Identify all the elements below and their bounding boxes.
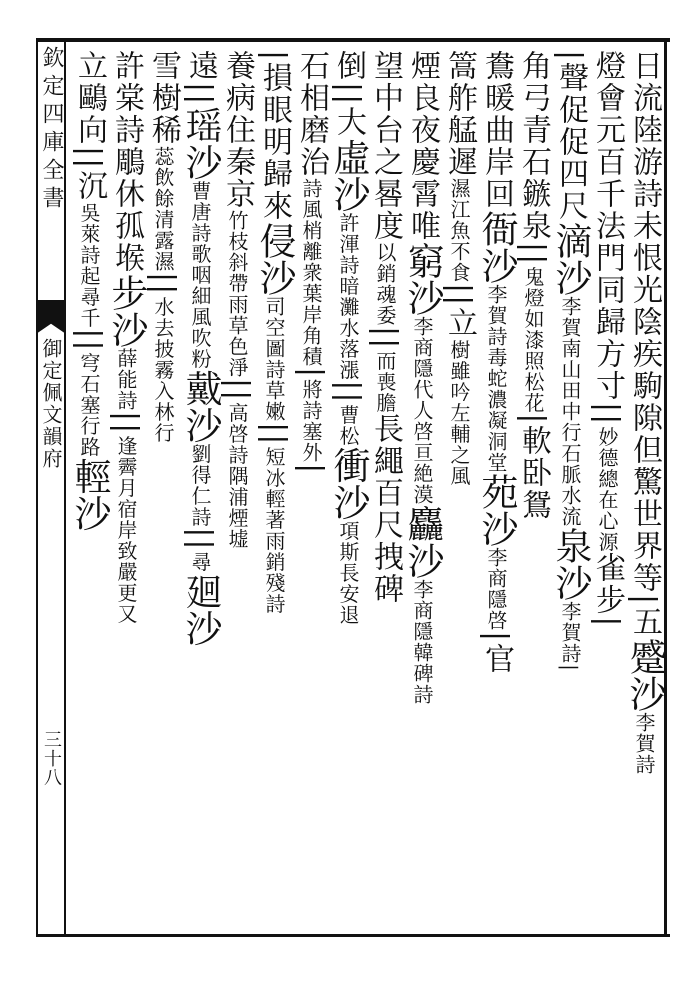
body-text: || bbox=[368, 326, 403, 351]
headword: 滴沙 bbox=[549, 222, 592, 297]
annotation-text: 而喪膽 bbox=[373, 350, 397, 414]
annotation-text: 竹枝斜帶雨草色淨 bbox=[225, 210, 249, 378]
annotation-text: 曹唐詩歌咽細風吹粉 bbox=[188, 180, 212, 370]
body-text: 煙良夜慶霄唯 bbox=[405, 50, 440, 242]
body-text: 燈會元百千法門同歸方寸 bbox=[590, 50, 625, 402]
annotation-text: 李賀詩| bbox=[558, 601, 582, 672]
annotation-text: 項斯長安退 bbox=[336, 520, 360, 626]
body-text: |聲促促四尺 bbox=[553, 50, 588, 223]
body-text: || bbox=[220, 378, 255, 403]
body-text: 石相磨治 bbox=[294, 50, 329, 178]
body-text: || bbox=[257, 422, 292, 447]
headword: 虛沙 bbox=[327, 138, 370, 213]
body-text: |官 bbox=[479, 631, 514, 676]
annotation-text: 以銷魂委 bbox=[373, 242, 397, 326]
body-text: ||立 bbox=[442, 283, 477, 340]
annotation-text: 曹松 bbox=[336, 404, 360, 447]
annotation-text: 妙德總在心源 bbox=[595, 426, 619, 553]
annotation-text: 詩風梢離衆葉岸角積 bbox=[299, 178, 323, 367]
annotation-text: 將詩塞外 bbox=[299, 379, 323, 464]
body-text: || bbox=[72, 328, 107, 353]
body-text: || bbox=[109, 411, 144, 436]
headword: 衙沙 bbox=[475, 210, 518, 284]
headword: 步沙 bbox=[105, 274, 148, 348]
headword: 衝沙 bbox=[327, 446, 370, 521]
body-text: 遠| bbox=[183, 50, 218, 95]
body-text: 望中台之晷度 bbox=[368, 50, 403, 242]
annotation-text: 李賀詩毒蛇濃凝洞堂 bbox=[484, 284, 508, 473]
annotation-text: 吳萊詩起尋千 bbox=[77, 202, 101, 329]
headword: 侵沙 bbox=[253, 222, 296, 297]
frame-bottom-rule bbox=[36, 934, 670, 937]
body-text: || bbox=[331, 380, 366, 405]
body-text: || bbox=[146, 272, 181, 297]
annotation-text: 鬼燈如漆照松花 bbox=[521, 266, 545, 414]
annotation-text: 李商隱代人啓亘絶漠 bbox=[410, 316, 434, 505]
headword: 泉沙 bbox=[549, 527, 592, 602]
annotation-text: 濕江魚不食 bbox=[447, 178, 471, 283]
annotation-text: 逢霽月宿岸致嚴更又 bbox=[114, 435, 138, 625]
body-text: 日流陸游詩未恨光陰疾駒隙但驚世界等 bbox=[627, 50, 662, 594]
body-text: 泉|| bbox=[516, 210, 551, 267]
body-text: |損眼明歸來 bbox=[257, 50, 292, 223]
body-text: 許棠詩鵰休孤堠 bbox=[109, 50, 144, 274]
annotation-text: 尋 bbox=[188, 551, 212, 573]
headword: 蹙沙 bbox=[623, 638, 666, 713]
body-text: | bbox=[294, 367, 329, 380]
headword: 廻沙 bbox=[179, 572, 222, 647]
headword: 戴沙 bbox=[179, 369, 222, 444]
annotation-text: 李商隱啓 bbox=[484, 547, 508, 631]
body-text: 角弓青石鏃 bbox=[516, 50, 551, 210]
body-text: 立鷗向||沉 bbox=[72, 50, 107, 203]
margin-book-title: 欽定四庫全書 bbox=[39, 46, 64, 214]
body-text: 養病住秦京 bbox=[220, 50, 255, 210]
annotation-text: 李賀詩 bbox=[632, 712, 656, 776]
body-text: | bbox=[294, 463, 329, 476]
body-text: |軟卧鴛 bbox=[516, 413, 551, 522]
headword: 瑶沙 bbox=[179, 106, 222, 181]
headword: 苑沙 bbox=[475, 473, 518, 547]
annotation-text: 樹雖吟左輔之風 bbox=[447, 339, 471, 487]
headword: 窮沙 bbox=[401, 242, 444, 316]
annotation-text: 許渾詩暗灘水落漲 bbox=[336, 212, 360, 381]
body-text: 篙舴艋遲 bbox=[442, 50, 477, 178]
body-text: 倒| bbox=[331, 50, 366, 95]
text-column bbox=[61, 50, 117, 930]
annotation-text: 劉得仁詩 bbox=[188, 443, 212, 528]
annotation-text: 李商隱韓碑詩 bbox=[410, 579, 434, 705]
annotation-text: 高啓詩隅浦煙墟 bbox=[225, 402, 249, 550]
body-text: 鴦暖曲岸回 bbox=[479, 50, 514, 210]
annotation-text: 蕊飲餘清露濕 bbox=[151, 146, 175, 272]
headword: 麤沙 bbox=[401, 505, 444, 579]
margin-work-title: 御定佩文韻府 bbox=[39, 338, 63, 470]
body-text: || bbox=[183, 527, 218, 552]
annotation-text: 短冰輕著雨銷殘詩 bbox=[262, 446, 286, 615]
body-text: 長繩百尺拽碑 bbox=[368, 413, 403, 606]
body-text: | bbox=[183, 94, 218, 107]
headword: 輕沙 bbox=[68, 457, 111, 532]
annotation-text: 水去披霧入林行 bbox=[151, 296, 175, 444]
body-text: || bbox=[590, 402, 625, 427]
frame-top-rule bbox=[36, 38, 670, 42]
body-text: |五 bbox=[627, 594, 662, 639]
body-text: 雀步| bbox=[590, 552, 625, 629]
annotation-text: 穹石塞行路 bbox=[77, 352, 101, 458]
annotation-text: 薛能詩 bbox=[114, 348, 138, 411]
annotation-text: 司空圖詩草嫩 bbox=[262, 296, 286, 423]
annotation-text: 李賀南山田中行石脈水流 bbox=[558, 296, 582, 528]
body-text: |大 bbox=[331, 94, 366, 139]
margin-page-number: 三十八 bbox=[41, 730, 62, 787]
body-text: 雪樹稀 bbox=[146, 50, 181, 146]
